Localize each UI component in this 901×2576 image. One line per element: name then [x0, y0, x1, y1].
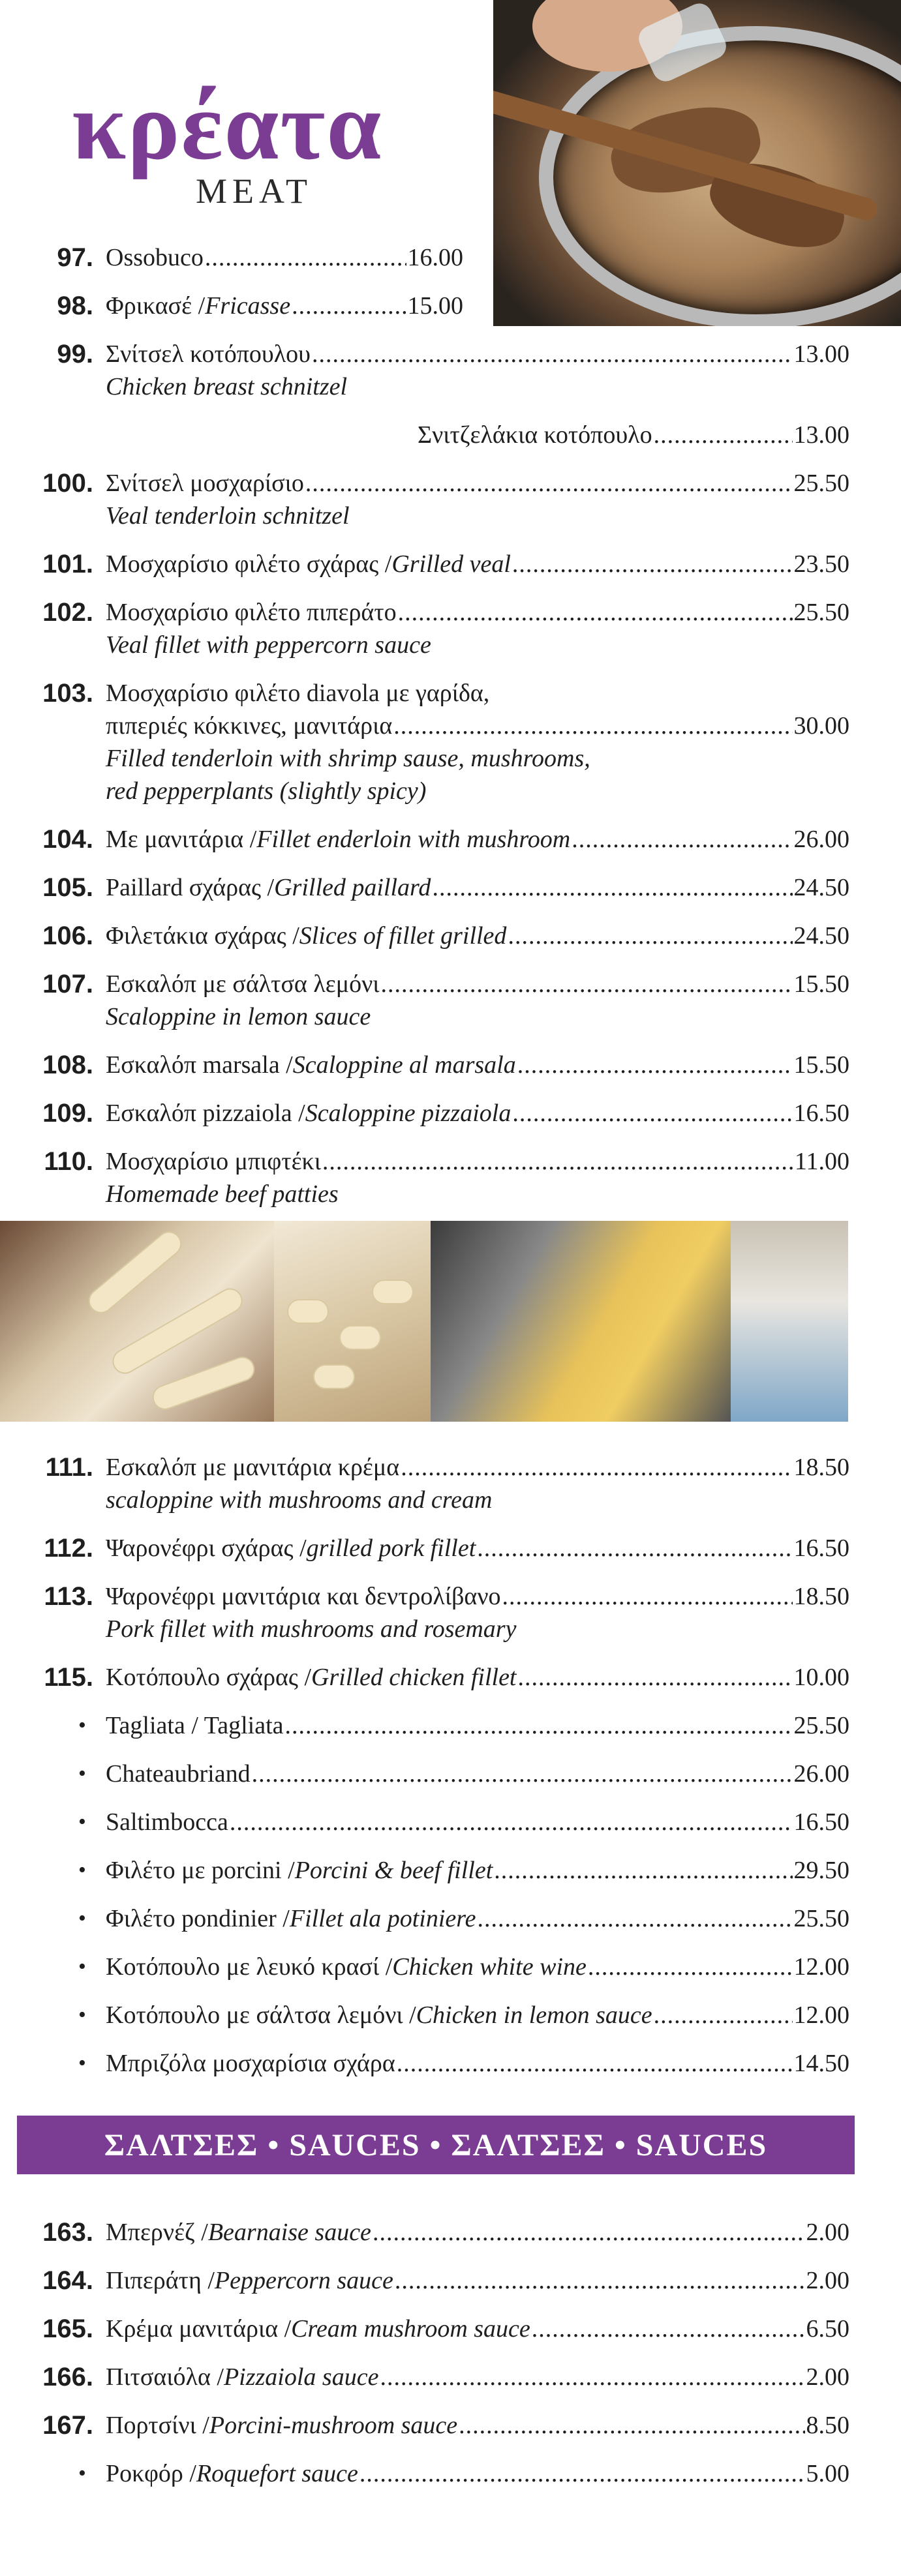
item-name: Κοτόπουλο με λευκό κρασί / [106, 1953, 393, 1981]
item-name-translation: Peppercorn sauce [214, 2267, 393, 2294]
item-name: Φιλέτο με porcini / [106, 1857, 295, 1884]
item-price: 25.50 [793, 1712, 849, 1739]
item-name: Μπερνέζ / [106, 2219, 208, 2246]
item-name: Σνιτζελάκια κοτόπουλο [418, 421, 652, 449]
item-name: Εσκαλόπ pizzaiola / [106, 1100, 305, 1127]
item-number: 106. [42, 921, 93, 950]
item-name: Κρέμα μανιτάρια / [106, 2315, 292, 2343]
bullet: • [78, 1810, 86, 1834]
item-price: 10.00 [793, 1664, 849, 1691]
item-name-translation: Scaloppine pizzaiola [305, 1100, 512, 1127]
item-price: 13.00 [793, 421, 849, 449]
item-name: Ossobuco [106, 244, 204, 271]
item-name: Tagliata / Tagliata [106, 1712, 284, 1739]
item-name-line2: πιπεριές κόκκινες, μανιτάρια [106, 712, 393, 740]
item-price: 6.50 [806, 2315, 849, 2343]
item-name: Φιλετάκια σχάρας / [106, 922, 299, 950]
item-price: 25.50 [793, 599, 849, 626]
item-name: Εσκαλόπ με μανιτάρια κρέμα [106, 1454, 400, 1481]
bullet: • [78, 2003, 86, 2027]
item-name: Πιπεράτη / [106, 2267, 215, 2294]
item-name: Ψαρονέφρι μανιτάρια και δεντρολίβανο [106, 1583, 501, 1610]
item-description: Homemade beef patties [106, 1180, 339, 1208]
item-price: 29.50 [793, 1857, 849, 1884]
item-number: 166. [42, 2363, 93, 2391]
item-name-translation: Slices of fillet grilled [299, 922, 507, 950]
section-title-english: MEAT [196, 172, 313, 211]
item-name: Μοσχαρίσιο φιλέτο σχάρας / [106, 550, 392, 578]
item-description: Veal fillet with peppercorn sauce [106, 631, 431, 659]
item-name: Μοσχαρίσιο φιλέτο πιπεράτο [106, 599, 397, 626]
item-number: 104. [42, 825, 93, 854]
item-name: Εσκαλόπ marsala / [106, 1051, 293, 1079]
item-number: 163. [42, 2218, 93, 2247]
gnocchi-cutting-photo [274, 1221, 431, 1422]
item-name: Πορτσίνι / [106, 2412, 209, 2439]
item-name: Μοσχαρίσιο μπιφτέκι [106, 1148, 321, 1175]
item-number: 100. [42, 469, 93, 498]
item-price: 16.50 [793, 1535, 849, 1562]
item-price: 16.00 [407, 244, 463, 271]
item-number: 102. [42, 598, 93, 627]
item-price: 30.00 [793, 712, 849, 740]
item-number: 113. [44, 1582, 93, 1611]
item-description: Veal tenderloin schnitzel [106, 502, 350, 530]
item-description: Chicken breast schnitzel [106, 373, 348, 400]
item-name: Σνίτσελ κοτόπουλου [106, 340, 311, 368]
item-number: 109. [42, 1099, 93, 1128]
item-price: 25.50 [793, 1905, 849, 1932]
sauces-banner: ΣΑΛΤΣΕΣ • SAUCES • ΣΑΛΤΣΕΣ • SAUCES [17, 2116, 855, 2174]
item-name-translation: Chicken in lemon sauce [416, 2001, 652, 2029]
item-name: Εσκαλόπ με σάλτσα λεμόνι [106, 970, 380, 998]
item-price: 14.50 [793, 2050, 849, 2077]
item-number: 110. [44, 1147, 93, 1176]
item-price: 26.00 [793, 826, 849, 853]
item-number: 165. [42, 2314, 93, 2343]
item-name-translation: Porcini-mushroom sauce [209, 2412, 458, 2439]
item-name-translation: Chicken white wine [392, 1953, 587, 1981]
item-name-translation: Fillet ala potiniere [289, 1905, 476, 1932]
item-name: Πιτσαιόλα / [106, 2363, 224, 2391]
bullet: • [78, 1906, 86, 1930]
item-price: 2.00 [806, 2363, 849, 2391]
bullet: • [78, 1713, 86, 1737]
item-price: 23.50 [793, 550, 849, 578]
item-price: 15.50 [793, 1051, 849, 1079]
item-name: Paillard σχάρας / [106, 874, 275, 901]
bullet: • [78, 2461, 86, 2485]
item-number: 111. [45, 1453, 93, 1482]
item-price: 16.50 [793, 1100, 849, 1127]
item-number: 99. [57, 340, 93, 368]
bullet: • [78, 1954, 86, 1979]
item-number: 108. [42, 1051, 93, 1079]
item-name: Ψαρονέφρι σχάρας / [106, 1535, 307, 1562]
item-name: Μοσχαρίσιο φιλέτο diavola με γαρίδα, [106, 680, 490, 707]
pasta-making-photo-strip [0, 1221, 848, 1422]
item-price: 15.50 [793, 970, 849, 998]
item-price: 11.00 [794, 1148, 849, 1175]
item-name: Κοτόπουλο σχάρας / [106, 1664, 312, 1691]
item-description: scaloppine with mushrooms and cream [106, 1486, 493, 1514]
item-number: 112. [44, 1534, 93, 1563]
item-name: Κοτόπουλο με σάλτσα λεμόνι / [106, 2001, 416, 2029]
item-name-translation: Fillet enderloin with mushroom [256, 826, 571, 853]
cooking-photo [493, 0, 901, 326]
item-name-translation: Grilled chicken fillet [311, 1664, 517, 1691]
item-name-translation: Fricasse [205, 292, 291, 320]
item-number: 98. [57, 292, 93, 320]
item-name: Ροκφόρ / [106, 2460, 196, 2487]
item-name: Μπριζόλα μοσχαρίσια σχάρα [106, 2050, 395, 2077]
item-name-translation: Cream mushroom sauce [291, 2315, 530, 2343]
item-price: 18.50 [793, 1583, 849, 1610]
item-name: Φιλέτο pondinier / [106, 1905, 290, 1932]
item-price: 16.50 [793, 1808, 849, 1836]
item-number: 167. [42, 2411, 93, 2440]
section-title-greek: κρέατα [72, 72, 383, 180]
gnocchi-dough-photo [0, 1221, 274, 1422]
item-name-translation: Porcini & beef fillet [294, 1857, 493, 1884]
item-number: 107. [42, 970, 93, 998]
item-number: 103. [42, 679, 93, 708]
item-price: 5.00 [806, 2460, 849, 2487]
item-name: Saltimbocca [106, 1808, 228, 1836]
item-name-translation: grilled pork fillet [306, 1535, 476, 1562]
item-name: Φρικασέ / [106, 292, 206, 320]
item-price: 2.00 [806, 2267, 849, 2294]
menu-header [72, 72, 383, 211]
item-description: Scaloppine in lemon sauce [106, 1003, 371, 1030]
item-name-translation: Bearnaise sauce [207, 2219, 371, 2246]
item-description-line2: red pepperplants (slightly spicy) [106, 777, 427, 805]
bullet: • [78, 1858, 86, 1882]
item-price: 12.00 [793, 1953, 849, 1981]
item-price: 24.50 [793, 874, 849, 901]
item-price: 8.50 [806, 2412, 849, 2439]
bullet: • [78, 2051, 86, 2075]
item-price: 18.50 [793, 1454, 849, 1481]
item-description: Filled tenderloin with shrimp sause, mushrooms, [106, 745, 590, 772]
pasta-machine-photo [431, 1221, 731, 1422]
item-price: 13.00 [793, 340, 849, 368]
item-name: Σνίτσελ μοσχαρίσιο [106, 470, 304, 497]
item-number: 97. [57, 243, 93, 272]
item-number: 115. [44, 1663, 93, 1692]
item-number: 164. [42, 2266, 93, 2295]
item-name: Με μανιτάρια / [106, 826, 257, 853]
item-number: 105. [42, 873, 93, 902]
item-name-translation: Pizzaiola sauce [223, 2363, 379, 2391]
bullet: • [78, 1761, 86, 1786]
item-name: Chateaubriand [106, 1760, 251, 1788]
item-description: Pork fillet with mushrooms and rosemary [106, 1615, 517, 1643]
item-price: 26.00 [793, 1760, 849, 1788]
item-name-translation: Roquefort sauce [196, 2460, 358, 2487]
chef-photo [731, 1221, 848, 1422]
item-price: 24.50 [793, 922, 849, 950]
item-name-translation: Scaloppine al marsala [292, 1051, 516, 1079]
item-price: 12.00 [793, 2001, 849, 2029]
item-price: 15.00 [407, 292, 463, 320]
item-price: 2.00 [806, 2219, 849, 2246]
item-number: 101. [42, 550, 93, 578]
item-price: 25.50 [793, 470, 849, 497]
item-name-translation: Grilled veal [391, 550, 511, 578]
item-name-translation: Grilled paillard [274, 874, 431, 901]
